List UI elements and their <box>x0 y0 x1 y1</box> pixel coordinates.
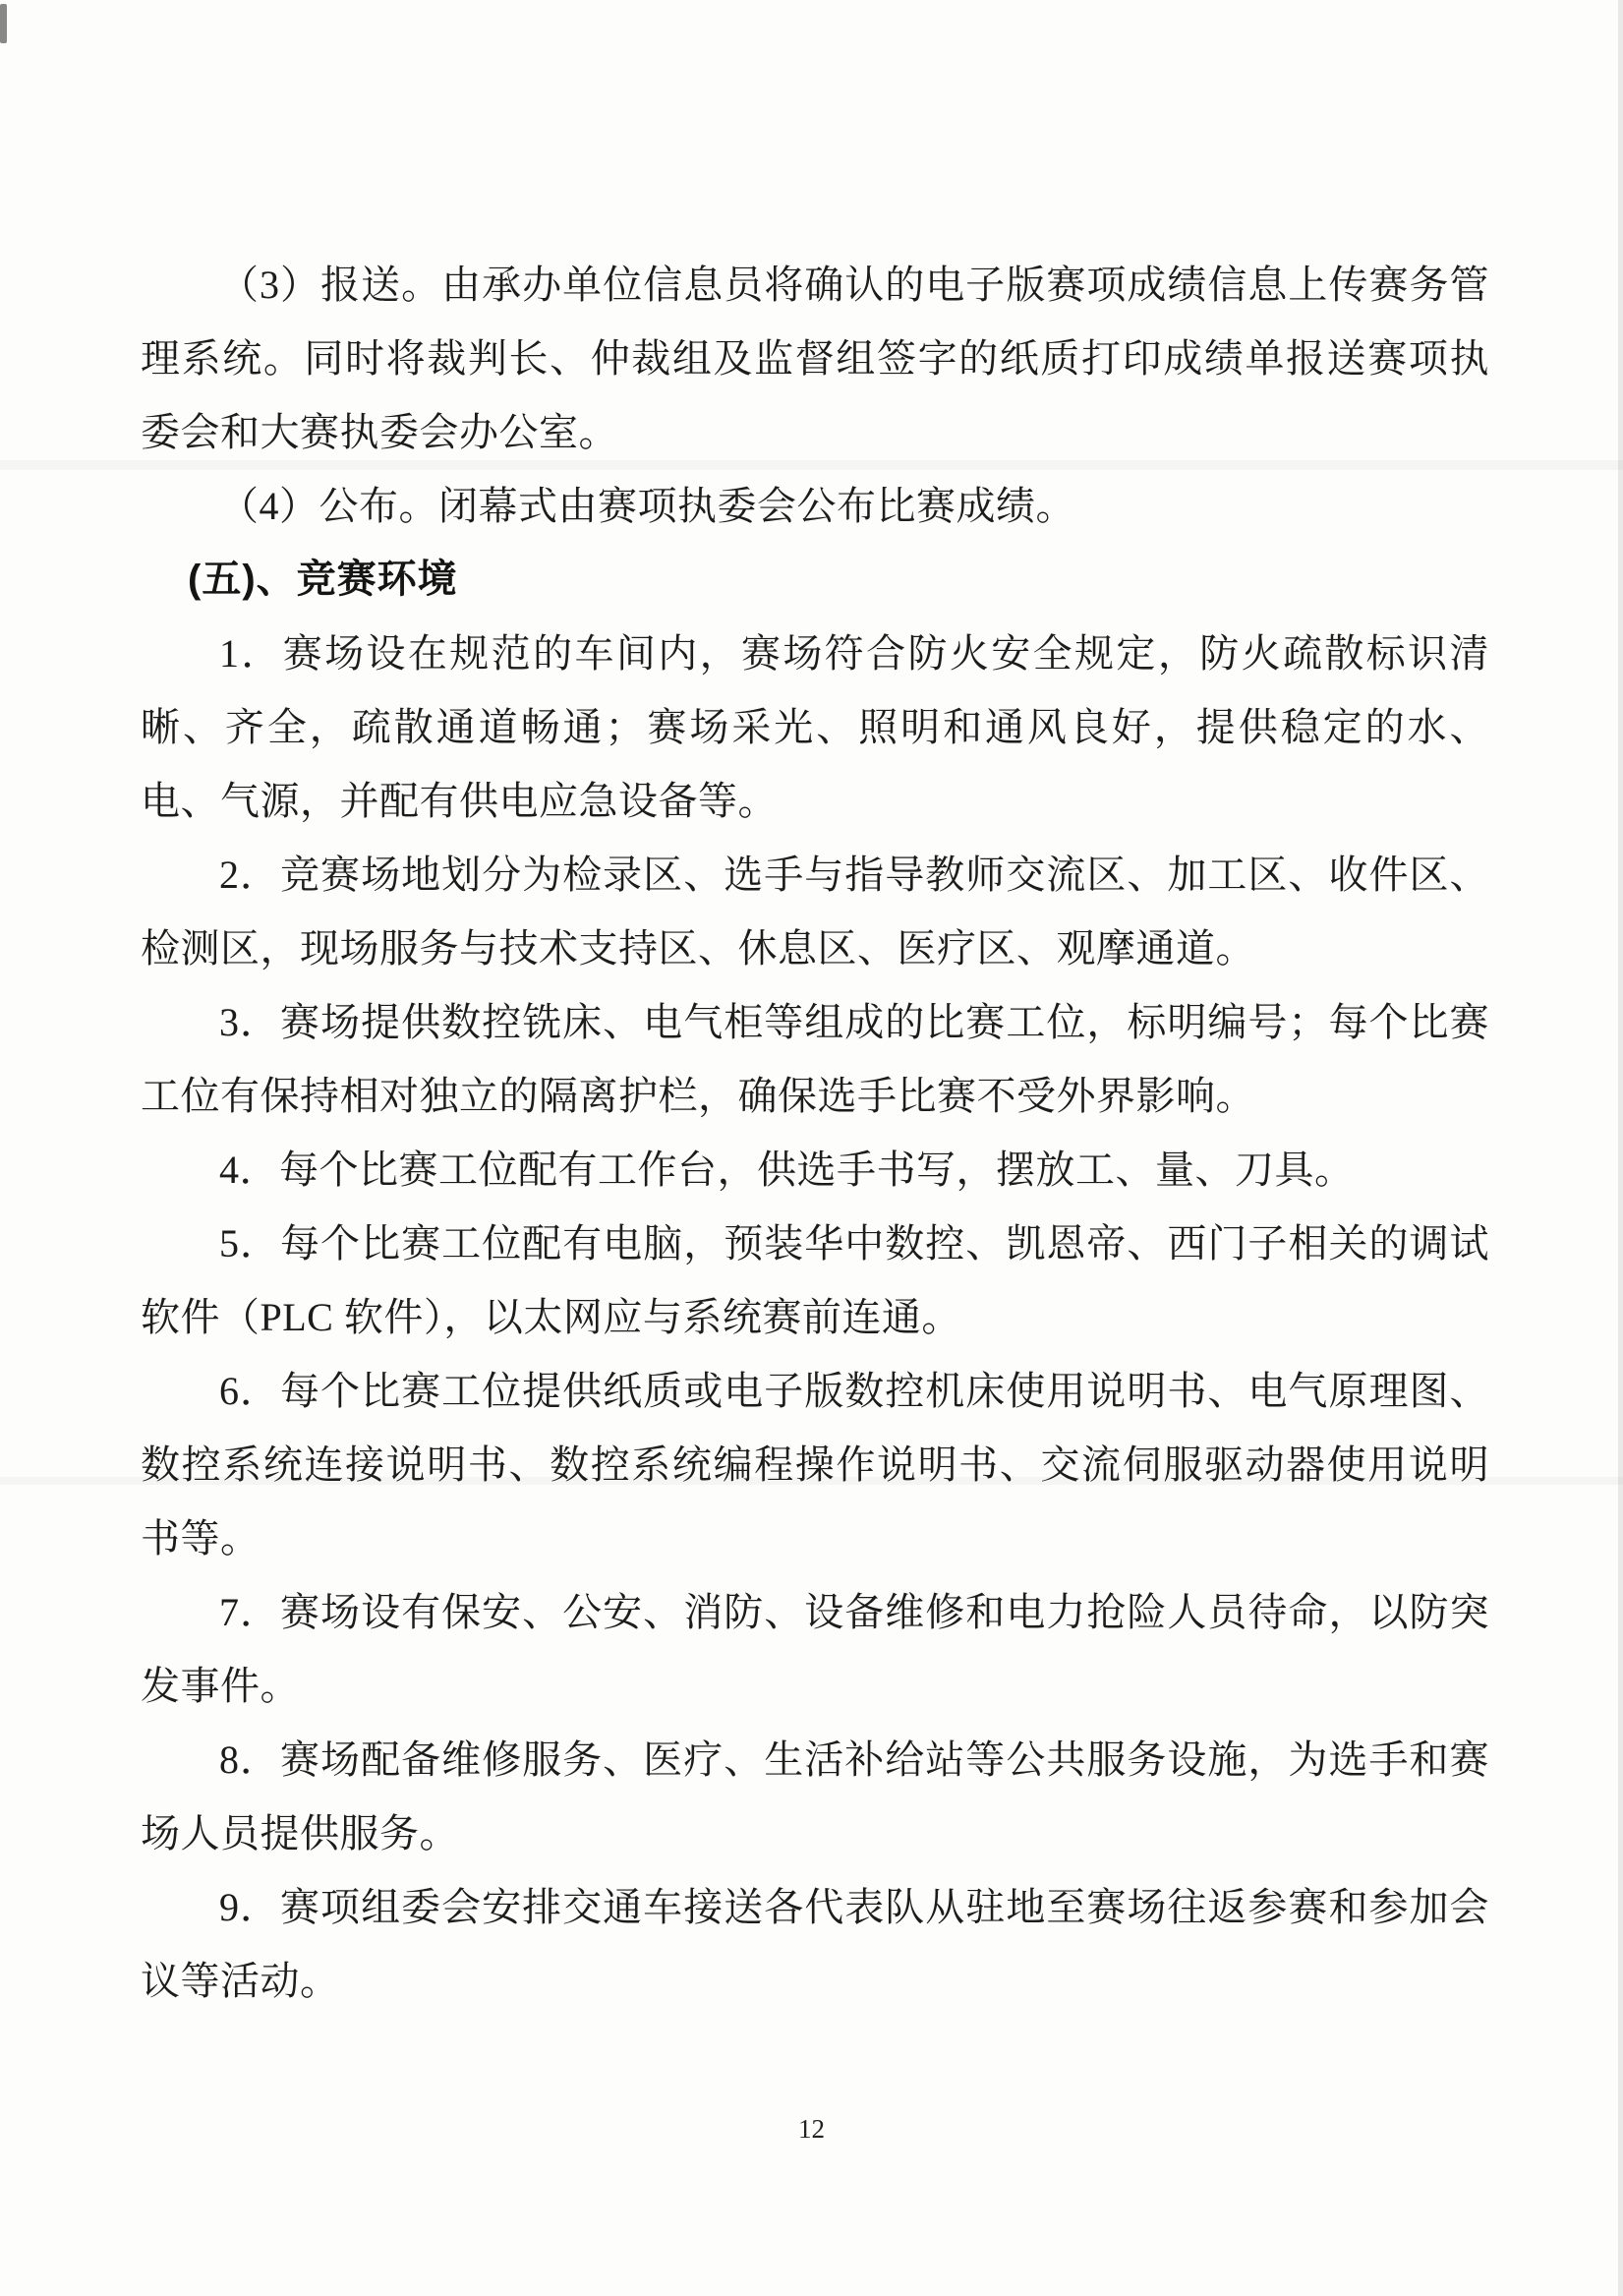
list-item-2: 2．竞赛场地划分为检录区、选手与指导教师交流区、加工区、收件区、检测区，现场服务与技术支持区、休息区、医疗区、观摩通道。 <box>141 853 1489 971</box>
paragraph-3-submit: （3）报送。由承办单位信息员将确认的电子版赛项成绩信息上传赛务管理系统。同时将裁判长、仲裁组及监督组签字的纸质打印成绩单报送赛项执委会和大赛执委会办公室。 <box>141 263 1489 454</box>
page-content <box>141 248 1489 2018</box>
section-heading-competition-environment: (五)、竞赛环境 <box>188 558 458 601</box>
list-item-4: 4．每个比赛工位配有工作台，供选手书写，摆放工、量、刀具。 <box>219 1148 1355 1192</box>
page-number: 12 <box>798 2114 825 2144</box>
list-item-5: 5．每个比赛工位配有电脑，预装华中数控、凯恩帝、西门子相关的调试软件（PLC 软件），以太网应与系统赛前连通。 <box>141 1221 1489 1339</box>
list-item-7: 7．赛场设有保安、公安、消防、设备维修和电力抢险人员待命，以防突发事件。 <box>141 1590 1489 1708</box>
scan-artifact-edge <box>1618 0 1623 2296</box>
list-item-3: 3．赛场提供数控铣床、电气柜等组成的比赛工位，标明编号；每个比赛工位有保持相对独立的隔离护栏，确保选手比赛不受外界影响。 <box>141 1000 1489 1118</box>
paragraph-4-publish: （4）公布。闭幕式由赛项执委会公布比赛成绩。 <box>219 484 1075 528</box>
list-item-8: 8．赛场配备维修服务、医疗、生活补给站等公共服务设施，为选手和赛场人员提供服务。 <box>141 1737 1489 1855</box>
scan-artifact-smudge <box>0 4 7 43</box>
list-item-6: 6．每个比赛工位提供纸质或电子版数控机床使用说明书、电气原理图、数控系统连接说明书、数控系统编程操作说明书、交流伺服驱动器使用说明书等。 <box>141 1369 1489 1560</box>
list-item-9: 9．赛项组委会安排交通车接送各代表队从驻地至赛场往返参赛和参加会议等活动。 <box>141 1885 1489 2003</box>
list-item-1: 1．赛场设在规范的车间内，赛场符合防火安全规定，防火疏散标识清晰、齐全，疏散通道畅通；赛场采光、照明和通风良好，提供稳定的水、电、气源，并配有供电应急设备等。 <box>141 631 1489 823</box>
